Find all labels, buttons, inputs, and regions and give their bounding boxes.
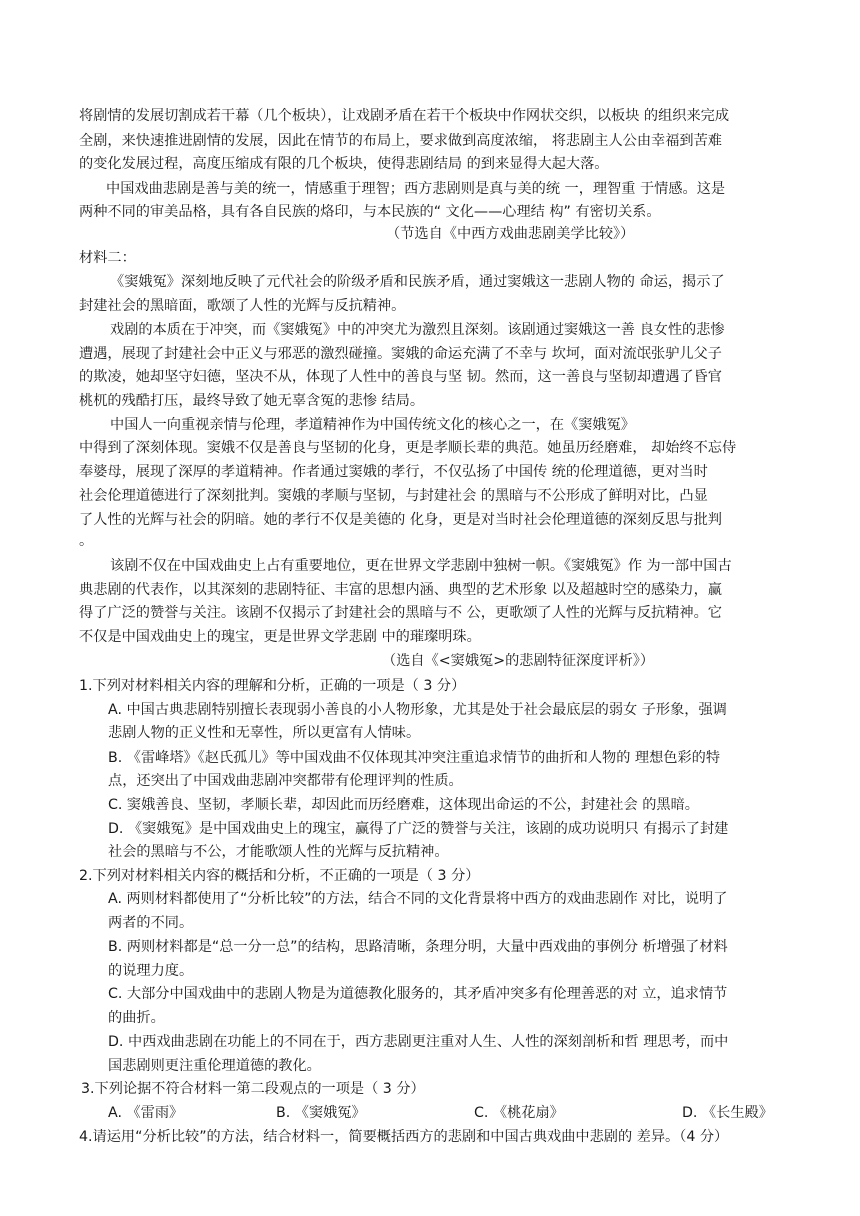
paragraph-line: 两种不同的审美品格，具有各自民族的烙印，与本民族的“ 文化——心理结 构” 有密切关系。: [79, 204, 661, 220]
question-stem: 4.请运用“分析比较”的方法，结合材料一，简要概括西方的悲剧和中国古典戏曲中悲剧的 差异。（4 分）: [79, 1129, 729, 1145]
answer-option-line: 国悲剧则更注重伦理道德的教化。: [108, 1058, 321, 1074]
paragraph-line: 奉婆母，展现了深厚的孝道精神。作者通过窦娥的孝行，不仅弘扬了中国传 统的伦理道德，更对当时: [79, 464, 708, 480]
paragraph-line: 中国人一向重视亲情与伦理，孝道精神作为中国传统文化的核心之一，在《窦娥冤》: [110, 417, 635, 433]
paragraph-line: 的欺凌，她却坚守妇德，坚决不从，体现了人性中的善良与坚 韧。然而，这一善良与坚韧却遭遇了昏官: [79, 369, 722, 385]
section-heading: 材料二：: [79, 250, 136, 266]
answer-option-d: D. 《长生殿》: [682, 1105, 773, 1121]
answer-option-line: 两者的不同。: [108, 915, 194, 931]
answer-option-line: 社会的黑暗与不公，才能歌颂人性的光辉与反抗精神。: [108, 844, 449, 860]
answer-option-d: D. 中西戏曲悲剧在功能上的不同在于，西方悲剧更注重对人生、人性的深刻剖析和哲 理思考，而中: [108, 1034, 729, 1050]
paragraph-line: 得了广泛的赞誉与关注。该剧不仅揭示了封建社会的黑暗与不 公，更歌颂了人性的光辉与反抗精神。它: [79, 605, 722, 621]
answer-option-c: C. 窦娥善良、坚韧，孝顺长辈，却因此而历经磨难，这体现出命运的不公，封建社会 的黑暗。: [108, 797, 699, 813]
paragraph-line: 遭遇，展现了封建社会中正义与邪恶的激烈碰撞。窦娥的命运充满了不幸与 坎坷，面对流氓张驴儿父子: [79, 346, 722, 362]
question-stem: 2.下列对材料相关内容的概括和分析，不正确的一项是（ 3 分）: [79, 868, 480, 884]
paragraph-line: 社会伦理道德进行了深刻批判。窦娥的孝顺与坚韧，与封建社会 的黑暗与不公形成了鲜明对比，凸显: [79, 488, 708, 504]
source-citation: （选自《<窦娥冤>的悲剧特征深度评析》）: [382, 653, 655, 669]
answer-option-line: 点，还突出了中国戏曲悲剧冲突都带有伦理评判的性质。: [108, 773, 463, 789]
paragraph-line: 将剧情的发展切割成若干幕（几个板块），让戏剧矛盾在若干个板块中作网状交织，以板块 的组织来完成: [79, 108, 730, 124]
paragraph-line: 封建社会的黑暗面，歌颂了人性的光辉与反抗精神。: [79, 298, 406, 314]
answer-option-c: C. 大部分中国戏曲中的悲剧人物是为道德教化服务的，其矛盾冲突多有伦理善恶的对 立，追求情节: [108, 986, 728, 1002]
answer-option-line: 的曲折。: [108, 1010, 165, 1026]
paragraph-line: 全剧，来快速推进剧情的发展，因此在情节的布局上，要求做到高度浓缩， 将悲剧主人公由幸福到苦难: [79, 133, 722, 149]
answer-option-c: C. 《桃花扇》: [474, 1105, 564, 1121]
answer-option-line: 悲剧人物的正义性和无辜性，所以更富有人情味。: [108, 725, 421, 741]
answer-option-a: A. 两则材料都使用了“分析比较”的方法，结合不同的文化背景将中西方的戏曲悲剧作 对比，说明了: [108, 891, 728, 907]
paragraph-line: 《窦娥冤》深刻地反映了元代社会的阶级矛盾和民族矛盾，通过窦娥这一悲剧人物的 命运，揭示了: [110, 274, 725, 290]
paragraph-line: 不仅是中国戏曲史上的瑰宝，更是世界文学悲剧 中的璀璨明珠。: [79, 629, 481, 645]
answer-option-b: B. 《窦娥冤》: [276, 1105, 366, 1121]
answer-option-a: A. 《雷雨》: [108, 1105, 184, 1121]
source-citation: （节选自《中西方戏曲悲剧美学比较》）: [386, 226, 635, 242]
paragraph-line: 戏剧的本质在于冲突，而《窦娥冤》中的冲突尤为激烈且深刻。该剧通过窦娥这一善 良女性的悲惨: [110, 322, 725, 338]
paragraph-line: 中得到了深刻体现。窦娥不仅是善良与坚韧的化身，更是孝顺长辈的典范。她虽历经磨难， 却始终不忘侍: [79, 440, 737, 456]
answer-option-a: A. 中国古典悲剧特别擅长表现弱小善良的小人物形象，尤其是处于社会最底层的弱女 子形象，强调: [108, 702, 727, 718]
answer-option-b: B. 两则材料都是“总一分一总”的结构，思路清晰，条理分明，大量中西戏曲的事例分 析增强了材料: [108, 939, 728, 955]
paragraph-line: 了人性的光辉与社会的阴暗。她的孝行不仅是美德的 化身，更是对当时社会伦理道德的深刻反思与批判: [79, 512, 722, 528]
paragraph-line: 典悲剧的代表作，以其深刻的悲剧特征、丰富的思想内涵、典型的艺术形象 以及超越时空的感染力，赢: [79, 582, 722, 598]
paragraph-line: 。: [79, 533, 94, 549]
paragraph-line: 该剧不仅在中国戏曲史上占有重要地位，更在世界文学悲剧中独树一帜。《窦娥冤》作 为一部中国古: [110, 558, 732, 574]
answer-option-line: 的说理力度。: [108, 963, 194, 979]
paragraph-line: 桃杌的残酷打压，最终导致了她无辜含冤的悲惨 结局。: [79, 393, 425, 409]
paragraph-line: 中国戏曲悲剧是善与美的统一，情感重于理智；西方悲剧则是真与美的统 一，理智重 于情感。这是: [106, 181, 726, 197]
question-stem: 3.下列论据不符合材料一第二段观点的一项是（ 3 分）: [81, 1081, 425, 1097]
answer-option-b: B. 《雷峰塔》《赵氏孤儿》等中国戏曲不仅体现其冲突注重追求情节的曲折和人物的 理想色彩的特: [108, 750, 721, 766]
question-stem: 1.下列对材料相关内容的理解和分析，正确的一项是（ 3 分）: [79, 678, 466, 694]
paragraph-line: 的变化发展过程，高度压缩成有限的几个板块，使得悲剧结局 的到来显得大起大落。: [79, 156, 609, 172]
answer-option-d: D. 《窦娥冤》是中国戏曲史上的瑰宝，赢得了广泛的赞誉与关注，该剧的成功说明只 有揭示了封建: [108, 821, 729, 837]
